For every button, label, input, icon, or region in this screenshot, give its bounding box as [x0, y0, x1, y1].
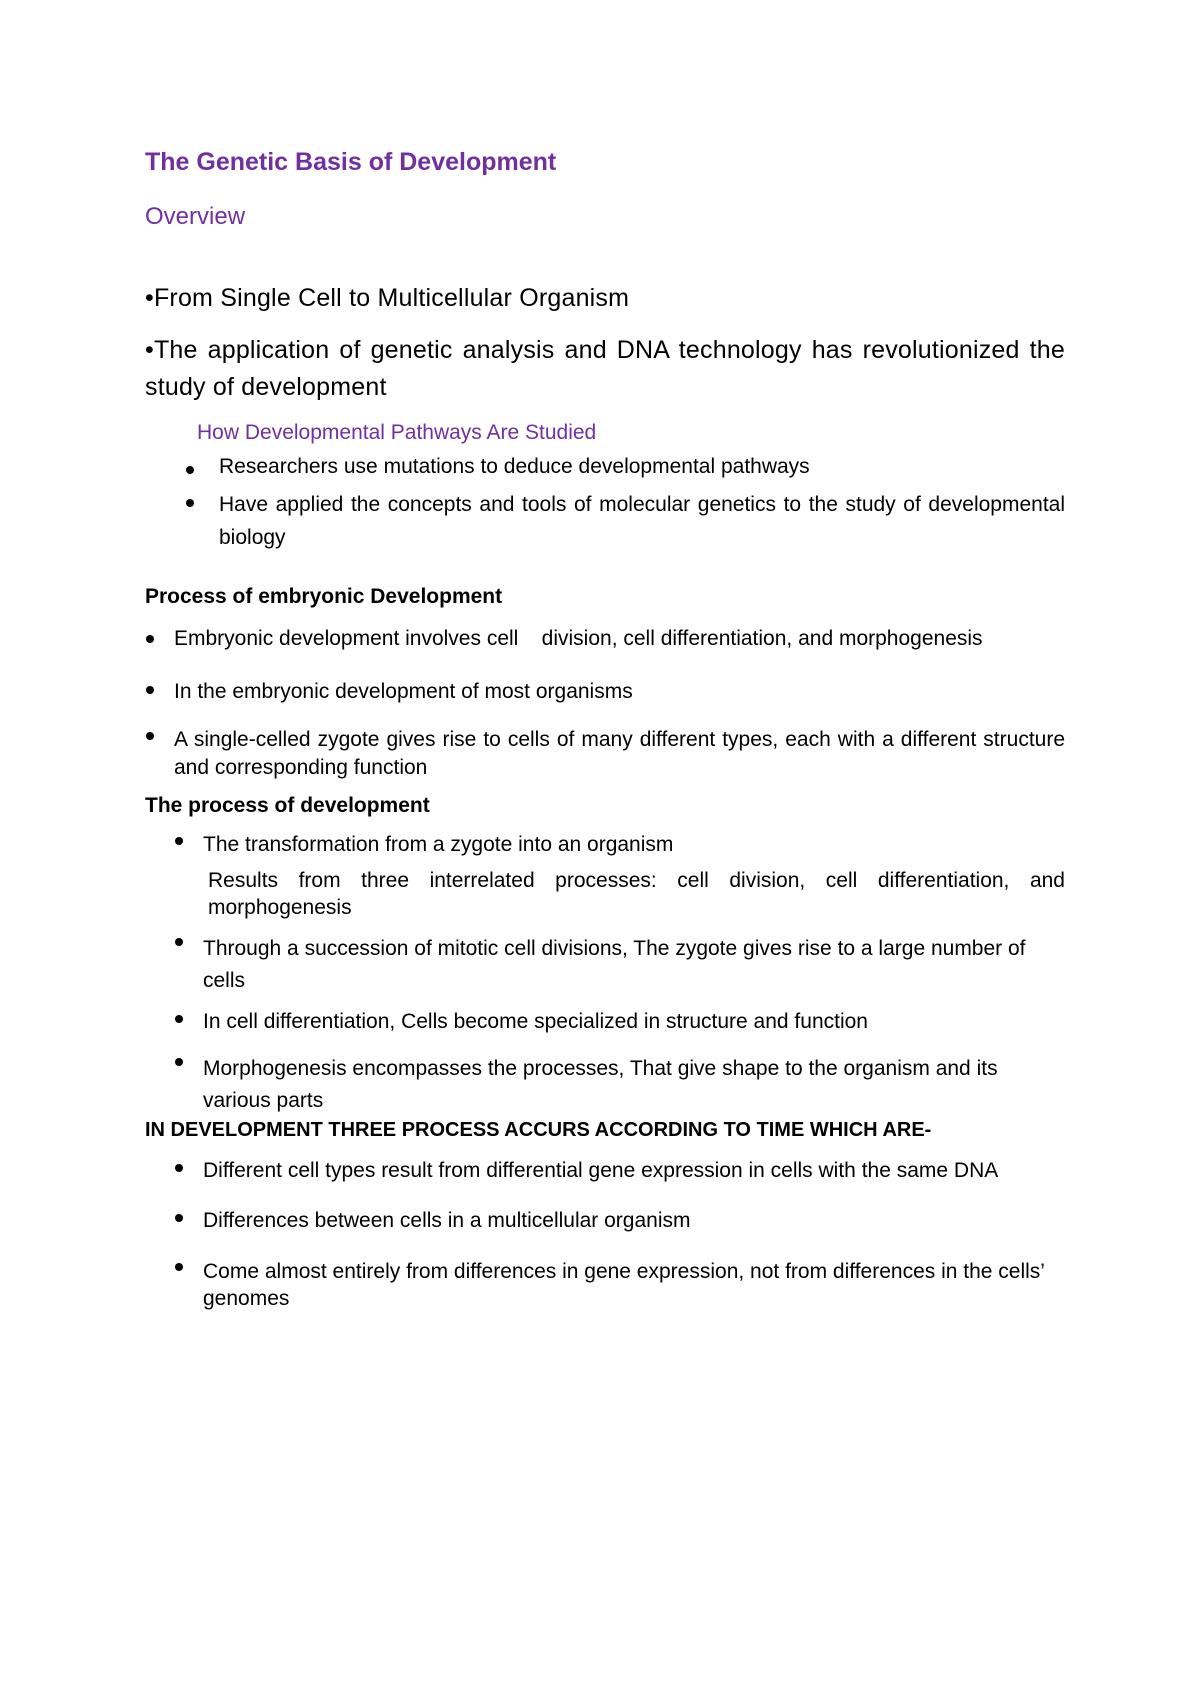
list-item: The transformation from a zygote into an organism — [203, 833, 674, 856]
list-item: Different cell types result from differential gene expression in cells with the same DNA — [203, 1159, 999, 1182]
bullet-icon — [186, 466, 194, 474]
list-item: Come almost entirely from differences in gene expression, not from differences in the cells’ genomes — [203, 1260, 1045, 1310]
list-item: Differences between cells in a multicellular organism — [203, 1209, 691, 1232]
list-item: In cell differentiation, Cells become specialized in structure and function — [203, 1010, 868, 1033]
bullet-icon — [175, 837, 183, 845]
list-item: Researchers use mutations to deduce developmental pathways — [219, 455, 810, 478]
list-item: Through a succession of mitotic cell divisions, The zygote gives rise to a large number of cells — [203, 937, 1026, 992]
list-item: A single-celled zygote gives rise to cells of many different types, each with a different structure and corresponding function — [174, 728, 1065, 779]
bullet-icon — [175, 1058, 183, 1066]
pathways-heading: How Developmental Pathways Are Studied — [197, 421, 597, 444]
list-item: In the embryonic development of most organisms — [174, 680, 633, 703]
section-heading: IN DEVELOPMENT THREE PROCESS ACCURS ACCORDING TO TIME WHICH ARE- — [145, 1119, 932, 1141]
list-item: Embryonic development involves cell division, cell differentiation, and morphogenesis — [174, 627, 983, 650]
bullet-icon — [146, 732, 154, 740]
bullet-icon — [175, 1214, 183, 1222]
bullet-icon — [146, 635, 154, 643]
list-item-note: Results from three interrelated processes: cell division, cell differentiation, and morphogenesis — [208, 869, 1065, 919]
bullet-icon — [175, 1263, 183, 1271]
page-title: The Genetic Basis of Development — [145, 148, 557, 176]
bullet-icon — [175, 938, 183, 946]
bullet-icon — [146, 686, 154, 694]
list-item: Morphogenesis encompasses the processes, That give shape to the organism and its various parts — [203, 1057, 998, 1112]
overview-point: •The application of genetic analysis and DNA technology has revolutionized the study of development — [145, 336, 1065, 401]
overview-heading: Overview — [145, 203, 246, 230]
list-item: Have applied the concepts and tools of molecular genetics to the study of developmental biology — [219, 493, 1065, 549]
bullet-icon — [175, 1164, 183, 1172]
bullet-icon — [175, 1015, 183, 1023]
overview-point: •From Single Cell to Multicellular Organism — [145, 284, 630, 312]
section-heading: The process of development — [145, 794, 430, 817]
bullet-icon — [186, 499, 194, 507]
section-heading: Process of embryonic Development — [145, 585, 503, 608]
